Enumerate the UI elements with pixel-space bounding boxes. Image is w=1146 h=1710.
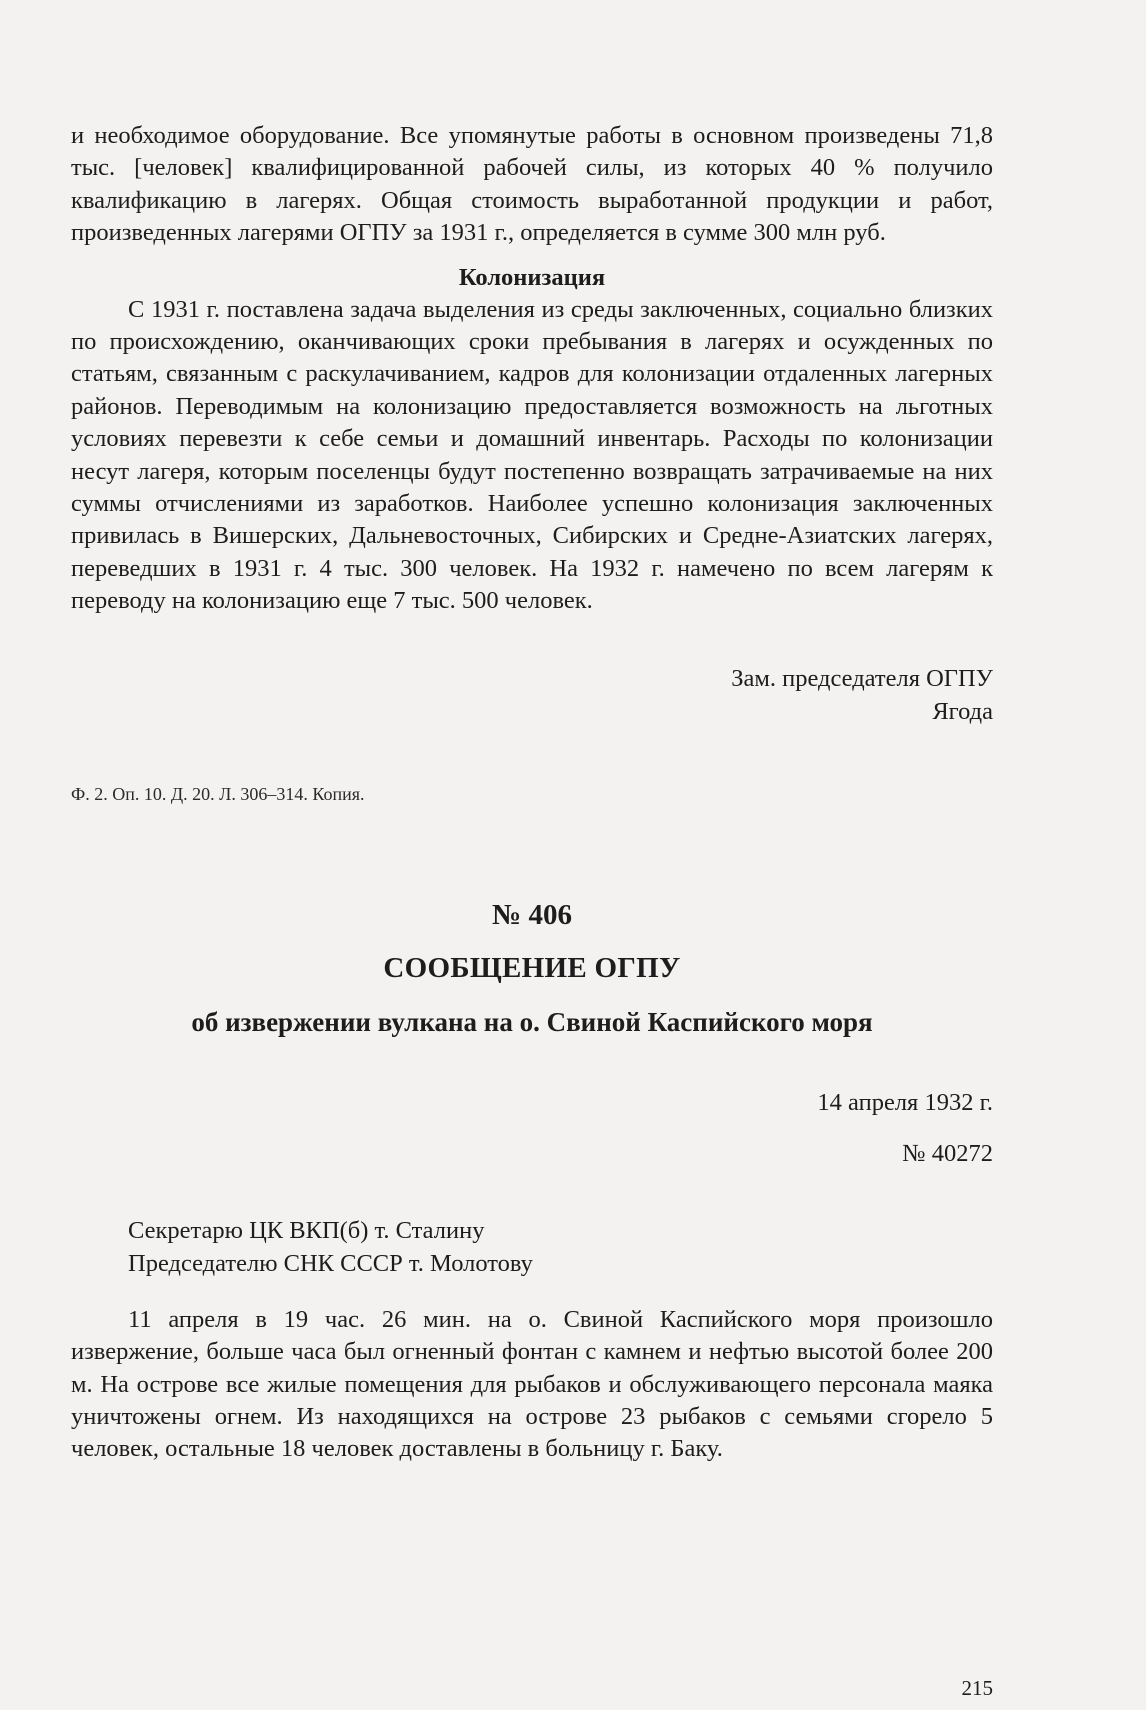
document-subtitle: об извержении вулкана на о. Свиной Каспийского моря xyxy=(191,1006,873,1037)
page-number: 215 xyxy=(961,1676,993,1700)
signature-name: Ягода xyxy=(932,697,993,725)
signature-position: Зам. председателя ОГПУ xyxy=(731,664,993,692)
intro-paragraph: и необходимое оборудование. Все упомянутые работы в основном произведены 71,8 тыс. [человек] квалифицированной рабочей силы, из которых 40 % получило квалификацию в лагерях. Общая стоимость выработанной продукции и работ, произведенных лагерями ОГПУ за 1931 г., определяется в сумме 300 млн руб. xyxy=(71,122,993,247)
document-number: № 406 xyxy=(492,898,572,931)
document-date: 14 апреля 1932 г. xyxy=(817,1088,993,1116)
page-content xyxy=(71,120,993,1466)
signature-block xyxy=(71,662,993,728)
archive-reference: Ф. 2. Оп. 10. Д. 20. Л. 306–314. Копия. xyxy=(71,783,365,804)
section-heading-colonization: Колонизация xyxy=(458,263,606,291)
addressee-line: Председателю СНК СССР т. Молотову xyxy=(128,1249,533,1277)
colonization-paragraph: С 1931 г. поставлена задача выделения из среды заключенных, социально близких по происхождению, оканчивающих сроки пребывания в лагерях и осужденных по статьям, связанным с раскулачиванием, кадров для колонизации отдаленных лагерных районов. Переводимым на колонизацию предоставляется возможность на льготных условиях перевезти к себе семьи и домашний инвентарь. Расходы по колонизации несут лагеря, которым поселенцы будут постепенно возвращать затрачиваемые на них суммы отчислениями из заработков. Наиболее успешно колонизация заключенных привилась в Вишерских, Дальневосточных, Сибирских и Средне-Азиатских лагерях, переведших в 1931 г. 4 тыс. 300 человек. На 1932 г. намечено по всем лагерям к переводу на колонизацию еще 7 тыс. 500 человек. xyxy=(71,295,993,615)
addressee-block xyxy=(71,1214,993,1280)
document-date-block xyxy=(71,1086,993,1170)
addressee-line: Секретарю ЦК ВКП(б) т. Сталину xyxy=(128,1216,485,1244)
document-title: СООБЩЕНИЕ ОГПУ xyxy=(383,951,681,984)
document-body-paragraph: 11 апреля в 19 час. 26 мин. на о. Свиной Каспийского моря произошло извержение, больше часа был огненный фонтан с камнем и нефтью высотой более 200 м. На острове все жилые помещения для рыбаков и обслуживающего персонала маяка уничтожены огнем. Из находящихся на острове 23 рыбаков с семьями сгорело 5 человек, остальные 18 человек доставлены в больницу г. Баку. xyxy=(71,1305,993,1463)
document-reg-number: № 40272 xyxy=(902,1139,993,1167)
